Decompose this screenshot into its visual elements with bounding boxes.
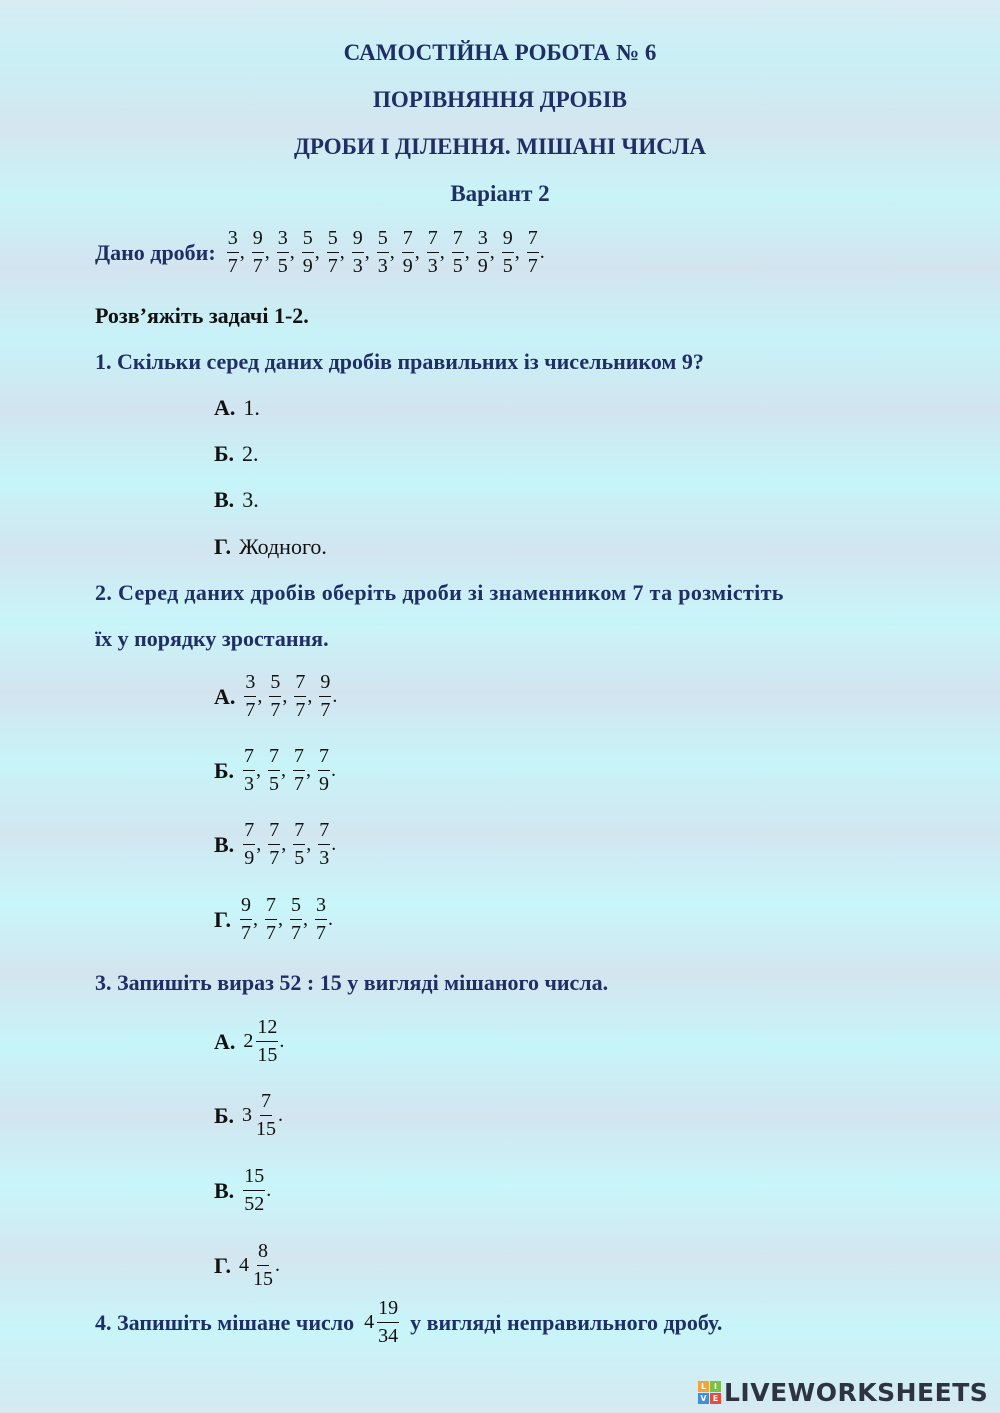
fraction	[294, 672, 306, 721]
fraction-denominator: 15	[257, 1044, 278, 1066]
answer-option[interactable]	[214, 1241, 286, 1290]
fraction-numerator: 7	[243, 746, 255, 771]
fraction	[377, 228, 389, 277]
fraction-denominator: 5	[452, 255, 463, 277]
fraction-numerator: 7	[268, 746, 280, 771]
fraction	[243, 746, 255, 795]
fraction-denominator: 7	[320, 699, 331, 721]
separator: ,	[256, 759, 262, 781]
separator: ,	[307, 685, 313, 707]
fraction-denominator: 15	[256, 1118, 277, 1140]
fraction-numerator: 7	[402, 228, 414, 253]
answer-option[interactable]	[214, 895, 339, 944]
question-4-before: 4. Запишіть мішане число	[95, 1309, 355, 1335]
fraction-numerator: 7	[527, 228, 539, 253]
answer-option[interactable]	[214, 672, 343, 721]
separator: .	[332, 685, 338, 707]
fraction-numerator: 5	[327, 228, 339, 253]
fraction-numerator: 7	[294, 672, 306, 697]
option-text: Жодного.	[239, 534, 327, 559]
fraction-denominator: 7	[294, 773, 305, 795]
separator: ,	[389, 241, 395, 263]
question-1: 1. Скільки серед даних дробів правильних із чисельником 9?	[95, 349, 704, 374]
option-letter: Б.	[214, 441, 235, 466]
fraction-numerator: 7	[318, 746, 330, 771]
separator: .	[278, 1104, 284, 1126]
fraction-denominator: 52	[244, 1193, 265, 1215]
answer-option[interactable]	[214, 1166, 277, 1215]
separator: .	[539, 241, 545, 263]
mixed-whole: 3	[242, 1104, 253, 1126]
fraction-numerator: 15	[243, 1166, 265, 1191]
separator: .	[328, 908, 334, 930]
separator: ,	[306, 833, 312, 855]
separator: ,	[364, 241, 370, 263]
separator: ,	[278, 908, 284, 930]
option-letter: Б.	[214, 1102, 235, 1128]
separator: ,	[257, 685, 263, 707]
fraction	[227, 228, 239, 277]
fraction-denominator: 5	[277, 255, 288, 277]
fraction-numerator: 7	[318, 820, 330, 845]
logo-icon	[698, 1381, 721, 1404]
fraction-denominator: 3	[377, 255, 388, 277]
fraction	[293, 820, 305, 869]
fraction-numerator: 5	[302, 228, 314, 253]
fraction-numerator: 7	[268, 820, 280, 845]
separator: ,	[264, 241, 270, 263]
separator: ,	[281, 833, 287, 855]
fraction	[255, 1091, 277, 1140]
answer-option[interactable]	[214, 534, 327, 560]
separator: ,	[314, 241, 320, 263]
fraction-denominator: 7	[241, 922, 252, 944]
option-letter: Г.	[214, 1252, 232, 1278]
fraction	[268, 820, 280, 869]
fraction-numerator: 3	[477, 228, 489, 253]
fraction-numerator: 9	[502, 228, 514, 253]
fraction-numerator: 3	[244, 672, 256, 697]
fraction-denominator: 3	[319, 847, 330, 869]
separator: ,	[239, 241, 245, 263]
fraction	[452, 228, 464, 277]
option-text: 3.	[242, 487, 259, 512]
fraction	[302, 228, 314, 277]
option-letter: В.	[214, 831, 235, 857]
fraction-numerator: 7	[427, 228, 439, 253]
option-letter: Г.	[214, 906, 232, 932]
separator: ,	[464, 241, 470, 263]
fraction	[318, 746, 330, 795]
question-2-line-2: їх у порядку зростання.	[95, 626, 329, 651]
fraction	[402, 228, 414, 277]
fraction-denominator: 9	[302, 255, 313, 277]
fraction-numerator: 8	[257, 1241, 269, 1266]
fraction-denominator: 7	[270, 699, 281, 721]
option-fraction-list	[242, 820, 342, 869]
fraction	[256, 1017, 278, 1066]
variant-label: Варіант 2	[450, 181, 550, 206]
fraction-numerator: 12	[256, 1017, 278, 1042]
separator: .	[331, 759, 337, 781]
separator: ,	[439, 241, 445, 263]
separator: ,	[306, 759, 312, 781]
fraction	[352, 228, 364, 277]
answer-option[interactable]	[214, 1017, 290, 1066]
fraction-denominator: 7	[245, 699, 256, 721]
fraction	[477, 228, 489, 277]
question-4	[95, 1298, 722, 1347]
fraction-denominator: 3	[427, 255, 438, 277]
fraction	[319, 672, 331, 721]
fraction	[293, 746, 305, 795]
separator: ,	[414, 241, 420, 263]
option-letter: Г.	[214, 534, 232, 559]
fraction-numerator: 5	[290, 895, 302, 920]
answer-option[interactable]	[214, 820, 342, 869]
fraction	[240, 895, 252, 944]
given-label: Дано дроби:	[95, 239, 216, 265]
separator: ,	[303, 908, 309, 930]
mixed-whole: 2	[243, 1030, 254, 1052]
separator: ,	[282, 685, 288, 707]
separator: ,	[281, 759, 287, 781]
separator: ,	[253, 908, 259, 930]
fraction-denominator: 9	[319, 773, 330, 795]
fraction	[243, 1166, 265, 1215]
separator: ,	[256, 833, 262, 855]
fraction-numerator: 19	[377, 1298, 399, 1323]
separator: .	[275, 1254, 281, 1276]
option-fraction-list	[243, 672, 343, 721]
fraction	[269, 672, 281, 721]
option-letter: В.	[214, 487, 235, 512]
fraction	[527, 228, 539, 277]
given-fraction-list	[226, 228, 551, 277]
fraction-denominator: 7	[291, 922, 302, 944]
answer-option[interactable]	[214, 395, 260, 421]
fraction	[252, 228, 264, 277]
separator: ,	[339, 241, 345, 263]
fraction-numerator: 9	[252, 228, 264, 253]
fraction-denominator: 9	[244, 847, 255, 869]
option-mixed-number	[242, 1091, 289, 1140]
fraction-numerator: 5	[269, 672, 281, 697]
fraction-denominator: 7	[266, 922, 277, 944]
separator: ,	[514, 241, 520, 263]
option-text: 2.	[242, 441, 259, 466]
fraction-numerator: 9	[352, 228, 364, 253]
fraction-denominator: 7	[269, 847, 280, 869]
fraction	[265, 895, 277, 944]
fraction-denominator: 34	[378, 1325, 399, 1347]
logo-text: LIVEWORKSHEETS	[724, 1378, 989, 1407]
title-line-3: ДРОБИ І ДІЛЕННЯ. МІШАНІ ЧИСЛА	[294, 134, 706, 159]
option-letter: А.	[214, 1028, 236, 1054]
question-4-after: у вигляді неправильного дробу.	[410, 1309, 723, 1335]
fraction-denominator: 3	[244, 773, 255, 795]
fraction-denominator: 5	[269, 773, 280, 795]
fraction-numerator: 9	[319, 672, 331, 697]
fraction-numerator: 3	[277, 228, 289, 253]
fraction-denominator: 7	[227, 255, 238, 277]
fraction-denominator: 3	[352, 255, 363, 277]
option-fraction-list	[242, 746, 342, 795]
fraction-denominator: 9	[477, 255, 488, 277]
option-letter: Б.	[214, 757, 235, 783]
fraction-denominator: 7	[295, 699, 306, 721]
fraction	[244, 672, 256, 721]
liveworksheets-logo	[698, 1378, 988, 1407]
answer-option[interactable]	[214, 487, 259, 513]
logo-cell: L	[698, 1381, 709, 1392]
fraction-numerator: 7	[452, 228, 464, 253]
question-2-line-1: 2. Серед даних дробів оберіть дроби зі знаменником 7 та розмістіть	[95, 580, 784, 605]
logo-cell: E	[710, 1393, 721, 1404]
mixed-whole: 4	[239, 1254, 250, 1276]
fraction-numerator: 3	[227, 228, 239, 253]
question-4-mixed-number	[364, 1298, 400, 1347]
fraction-numerator: 7	[293, 820, 305, 845]
fraction-denominator: 7	[527, 255, 538, 277]
title-line-2: ПОРІВНЯННЯ ДРОБІВ	[373, 87, 627, 112]
instruction: Розв’яжіть задачі 1-2.	[95, 303, 309, 328]
fraction-denominator: 5	[294, 847, 305, 869]
fraction	[318, 820, 330, 869]
separator: .	[279, 1030, 285, 1052]
fraction	[290, 895, 302, 944]
question-3: 3. Запишіть вираз 52 : 15 у вигляді мішаного числа.	[95, 970, 609, 995]
fraction-numerator: 7	[293, 746, 305, 771]
fraction-denominator: 15	[253, 1268, 274, 1290]
option-fraction-list	[239, 895, 339, 944]
fraction-numerator: 7	[260, 1091, 272, 1116]
fraction-numerator: 3	[315, 895, 327, 920]
title-line-1: САМОСТІЙНА РОБОТА № 6	[343, 40, 657, 65]
mixed-whole: 4	[364, 1311, 375, 1333]
logo-cell: V	[698, 1393, 709, 1404]
separator: .	[266, 1179, 272, 1201]
fraction-numerator: 5	[377, 228, 389, 253]
given-fractions-row	[95, 228, 551, 277]
fraction	[277, 228, 289, 277]
fraction	[243, 820, 255, 869]
fraction-denominator: 7	[316, 922, 327, 944]
fraction	[268, 746, 280, 795]
fraction	[315, 895, 327, 944]
fraction-denominator: 9	[402, 255, 413, 277]
answer-option[interactable]	[214, 746, 342, 795]
fraction	[252, 1241, 274, 1290]
fraction	[502, 228, 514, 277]
option-letter: А.	[214, 395, 236, 420]
fraction-numerator: 7	[265, 895, 277, 920]
fraction	[327, 228, 339, 277]
option-text: 1.	[243, 395, 260, 420]
option-mixed-number	[243, 1017, 290, 1066]
answer-option[interactable]	[214, 441, 259, 467]
option-mixed-number	[239, 1241, 286, 1290]
separator: .	[331, 833, 337, 855]
separator: ,	[289, 241, 295, 263]
fraction	[427, 228, 439, 277]
fraction-denominator: 7	[327, 255, 338, 277]
fraction-numerator: 7	[243, 820, 255, 845]
answer-option[interactable]	[214, 1091, 289, 1140]
logo-cell: I	[710, 1381, 721, 1392]
fraction-denominator: 5	[502, 255, 513, 277]
fraction-denominator: 7	[252, 255, 263, 277]
option-letter: А.	[214, 683, 236, 709]
option-mixed-number	[242, 1166, 277, 1215]
fraction-numerator: 9	[240, 895, 252, 920]
separator: ,	[489, 241, 495, 263]
option-letter: В.	[214, 1177, 235, 1203]
